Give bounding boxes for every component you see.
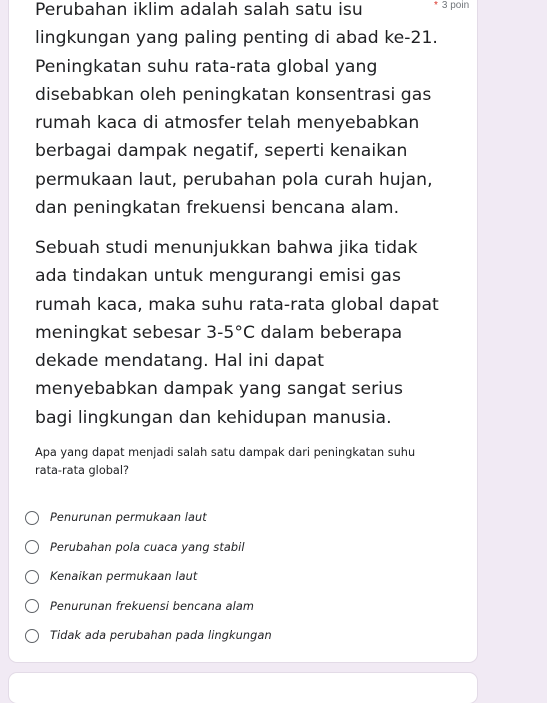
option-tidak-ada-perubahan[interactable] xyxy=(25,621,445,651)
required-marker: * xyxy=(434,0,438,11)
next-question-card xyxy=(9,673,477,703)
radio-button[interactable] xyxy=(25,599,39,613)
option-label: Penurunan frekuensi bencana alam xyxy=(50,599,254,613)
radio-button[interactable] xyxy=(25,511,39,525)
radio-button[interactable] xyxy=(25,629,39,643)
passage-paragraph-2: Sebuah studi menunjukkan bahwa jika tidak ada tindakan untuk mengurangi emisi gas rumah kaca, maka suhu rata-rata global dapat meningkat sebesar 3-5°C dalam beberapa dekade mendatang. Hal ini dapat menyebabkan dampak yang sangat serius bagi lingkungan dan kehidupan manusia. xyxy=(35,238,439,428)
option-penurunan-permukaan-laut[interactable] xyxy=(25,503,445,533)
option-label: Tidak ada perubahan pada lingkungan xyxy=(50,629,272,643)
radio-button[interactable] xyxy=(25,540,39,554)
answer-options xyxy=(25,503,445,651)
passage-paragraph-1: Perubahan iklim adalah salah satu isu lingkungan yang paling penting di abad ke-21. Peningkatan suhu rata-rata global yang disebabkan oleh peningkatan konsentrasi gas rumah kaca di atmosfer telah menyebabkan berbagai dampak negatif, seperti kenaikan permukaan laut, perubahan pola curah hujan, dan peningkatan frekuensi bencana alam. xyxy=(35,0,438,219)
option-label: Penurunan permukaan laut xyxy=(50,511,207,525)
option-label: Perubahan pola cuaca yang stabil xyxy=(50,540,245,554)
option-penurunan-frekuensi-bencana[interactable] xyxy=(25,592,445,622)
option-perubahan-pola-cuaca[interactable] xyxy=(25,533,445,563)
option-label: Kenaikan permukaan laut xyxy=(50,570,198,584)
option-kenaikan-permukaan-laut[interactable] xyxy=(25,562,445,592)
question-text: Apa yang dapat menjadi salah satu dampak dari peningkatan suhu rata-rata global? xyxy=(35,446,416,477)
radio-button[interactable] xyxy=(25,570,39,584)
points-label: 3 poin xyxy=(441,0,470,11)
